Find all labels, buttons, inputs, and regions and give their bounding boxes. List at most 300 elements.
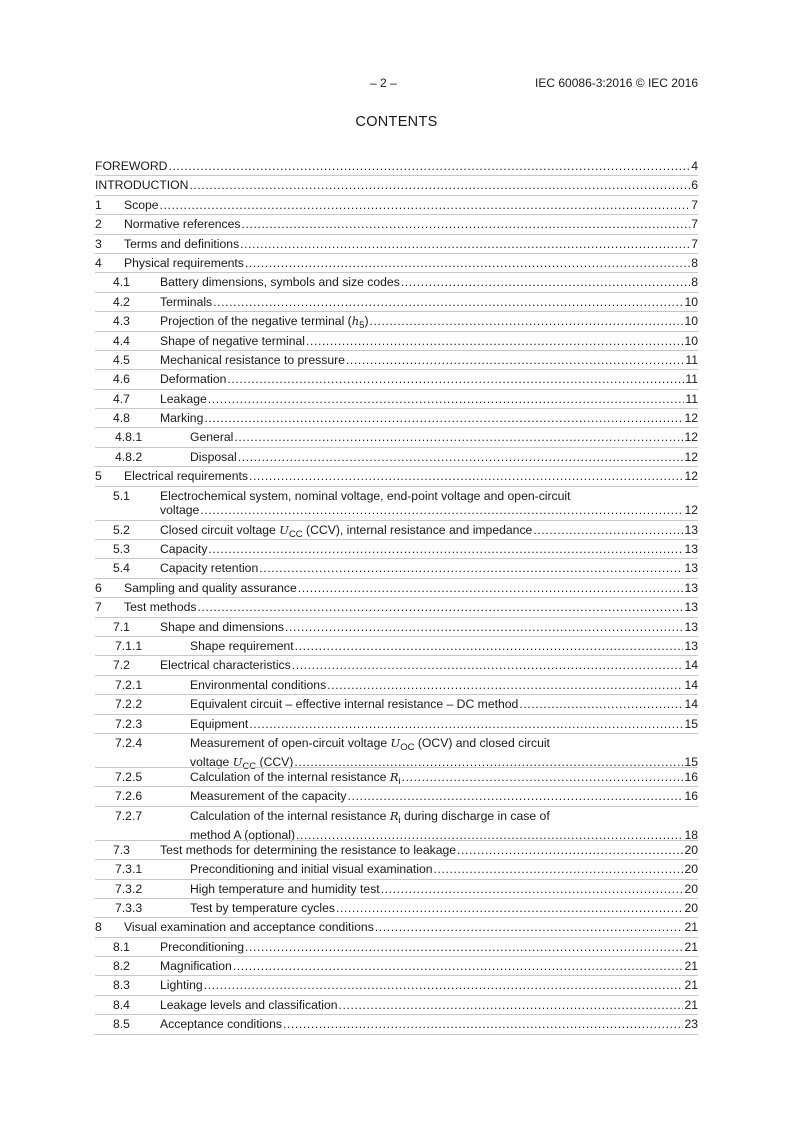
dot-leader bbox=[160, 198, 691, 212]
toc-entry-text bbox=[160, 372, 698, 386]
toc-entry[interactable] bbox=[95, 256, 698, 275]
toc-entry-number: 7.3 bbox=[113, 842, 130, 857]
toc-entry-title bbox=[190, 789, 347, 803]
title-text: Preconditioning bbox=[160, 939, 245, 954]
symbol-letter: U bbox=[390, 735, 401, 750]
title-text: Acceptance conditions bbox=[160, 1017, 282, 1032]
symbol-subscript: CC bbox=[242, 760, 257, 772]
toc-entry-number: 7.2.5 bbox=[115, 769, 143, 784]
dot-leader bbox=[296, 828, 683, 842]
toc-entry-number: 8 bbox=[95, 920, 102, 935]
toc-entry-text bbox=[160, 561, 698, 575]
title-after: (CCV), internal resistance and impedance bbox=[302, 522, 533, 537]
toc-entry-first-line bbox=[190, 736, 698, 755]
toc-page-number: 12 bbox=[684, 430, 698, 445]
symbol-letter: U bbox=[279, 522, 289, 537]
toc-entry-first-line bbox=[190, 809, 698, 828]
toc-entry[interactable] bbox=[95, 620, 698, 639]
toc-page-number: 6 bbox=[691, 178, 698, 193]
toc-entry[interactable] bbox=[95, 178, 698, 197]
title-text: Closed circuit voltage bbox=[160, 522, 280, 537]
toc-page-number: 12 bbox=[684, 411, 698, 426]
toc-entry-number: 1 bbox=[95, 197, 102, 212]
title-text: Battery dimensions, symbols and size codes bbox=[160, 275, 400, 290]
dot-leader bbox=[519, 697, 683, 711]
toc-page-number: 20 bbox=[684, 842, 698, 857]
toc-entry-number: 4.2 bbox=[113, 294, 130, 309]
toc-entry-number: 4.8 bbox=[113, 411, 130, 426]
toc-entry-number: 4.3 bbox=[113, 314, 130, 329]
toc-entry-text bbox=[190, 450, 698, 464]
toc-page-number: 10 bbox=[684, 314, 698, 329]
toc-entry-title bbox=[160, 392, 207, 406]
toc-entry-number: 7 bbox=[95, 600, 102, 615]
toc-entry-title bbox=[124, 469, 248, 483]
dot-leader bbox=[249, 717, 683, 731]
title-text: High temperature and humidity test bbox=[190, 881, 380, 896]
title-text: Electrical characteristics bbox=[160, 658, 291, 673]
toc-page-number: 18 bbox=[684, 827, 698, 842]
toc-entry-text bbox=[190, 809, 698, 842]
toc-entry-number: 7.1 bbox=[113, 619, 130, 634]
title-text: Measurement of the capacity bbox=[190, 789, 347, 804]
toc-entry-title bbox=[124, 256, 244, 270]
toc-entry-text bbox=[160, 843, 698, 857]
toc-entry[interactable] bbox=[95, 237, 698, 256]
toc-entry-title bbox=[160, 295, 212, 309]
toc-page-number: 4 bbox=[691, 159, 698, 173]
toc-entry-title bbox=[160, 561, 258, 575]
toc-entry-text bbox=[160, 411, 698, 425]
math-symbol bbox=[390, 735, 415, 753]
toc-entry-title bbox=[190, 639, 294, 653]
title-text: Test by temperature cycles bbox=[190, 900, 335, 915]
dot-leader bbox=[457, 843, 683, 857]
toc-entry[interactable] bbox=[95, 920, 698, 939]
toc-entry-text bbox=[124, 469, 698, 483]
toc-entry[interactable] bbox=[95, 736, 698, 770]
toc-entry-text bbox=[160, 620, 698, 634]
toc-entry-title bbox=[160, 843, 456, 857]
dot-leader bbox=[346, 353, 684, 367]
toc-entry-title bbox=[160, 372, 226, 386]
toc-entry[interactable] bbox=[95, 159, 698, 178]
toc-entry-text bbox=[124, 256, 698, 270]
symbol-subscript: CC bbox=[288, 528, 303, 540]
title-text: Leakage bbox=[160, 391, 207, 406]
toc-entry-text bbox=[124, 600, 698, 614]
math-symbol bbox=[351, 314, 365, 332]
toc-entry-text bbox=[160, 392, 698, 406]
dot-leader bbox=[240, 237, 690, 251]
toc-entry-number: 7.3.1 bbox=[115, 862, 143, 877]
contents-title: CONTENTS bbox=[355, 114, 438, 130]
toc-entry[interactable] bbox=[95, 1017, 698, 1036]
dot-leader bbox=[381, 882, 684, 896]
toc-page-number: 21 bbox=[684, 939, 698, 954]
toc-entry-title bbox=[190, 450, 237, 464]
toc-page-number: 16 bbox=[684, 789, 698, 804]
dot-leader bbox=[242, 217, 691, 231]
toc-entry-number: 5.3 bbox=[113, 542, 130, 557]
toc-entry[interactable] bbox=[95, 295, 698, 314]
toc-page-number: 20 bbox=[684, 862, 698, 877]
toc-entry-text bbox=[124, 920, 698, 934]
title-text: Environmental conditions bbox=[190, 677, 327, 692]
toc-entry[interactable] bbox=[95, 882, 698, 901]
toc-page-number: 11 bbox=[685, 372, 698, 387]
toc-entry[interactable] bbox=[95, 581, 698, 600]
toc-entry[interactable] bbox=[95, 198, 698, 217]
toc-entry-title bbox=[190, 862, 433, 876]
title-text: Marking bbox=[160, 411, 204, 426]
title-text: General bbox=[190, 430, 234, 445]
toc-entry[interactable] bbox=[95, 658, 698, 677]
toc-entry-number: 5.4 bbox=[113, 561, 130, 576]
dot-leader bbox=[434, 862, 684, 876]
dot-leader bbox=[238, 450, 684, 464]
toc-entry-title bbox=[124, 920, 374, 934]
symbol-subscript: i bbox=[398, 814, 401, 826]
toc-entry-number: 5 bbox=[95, 469, 102, 484]
toc-page-number: 23 bbox=[684, 1017, 698, 1032]
title-text: Equipment bbox=[190, 716, 249, 731]
toc-entry[interactable] bbox=[95, 450, 698, 469]
toc-entry-text bbox=[190, 430, 698, 444]
title-text: Test methods bbox=[124, 600, 197, 615]
toc-page-number: 11 bbox=[685, 352, 698, 367]
toc-entry-text bbox=[95, 178, 698, 192]
toc-entry-title bbox=[160, 411, 203, 425]
toc-page-number: 20 bbox=[684, 881, 698, 896]
toc-entry-title bbox=[160, 998, 338, 1012]
toc-entry[interactable] bbox=[95, 809, 698, 843]
title-after: (CCV) bbox=[256, 754, 294, 769]
toc-entry[interactable] bbox=[95, 998, 698, 1017]
toc-entry-number: 7.2 bbox=[113, 658, 130, 673]
title-text: Deformation bbox=[160, 372, 227, 387]
toc-page-number: 8 bbox=[691, 255, 698, 270]
toc-entry-number: 2 bbox=[95, 217, 102, 232]
dot-leader bbox=[375, 920, 684, 934]
toc-entry-text bbox=[160, 998, 698, 1012]
toc-page-number: 12 bbox=[684, 449, 698, 464]
math-symbol bbox=[232, 754, 257, 772]
dot-leader bbox=[245, 940, 683, 954]
toc-page-number: 10 bbox=[684, 333, 698, 348]
toc-entry-number: 7.3.2 bbox=[115, 881, 143, 896]
title-after: ) bbox=[364, 314, 369, 329]
toc-entry-number: 6 bbox=[95, 580, 102, 595]
toc-entry-number: 8.1 bbox=[113, 939, 130, 954]
toc-entry-title bbox=[190, 430, 233, 444]
toc-entry-number: 3 bbox=[95, 236, 102, 251]
toc-entry-number: 4.7 bbox=[113, 391, 130, 406]
toc-entry-title bbox=[124, 217, 241, 231]
title-text: Shape of negative terminal bbox=[160, 333, 305, 348]
toc-entry[interactable] bbox=[95, 862, 698, 881]
toc-page-number: 15 bbox=[684, 754, 698, 769]
toc-entry-text bbox=[190, 789, 698, 803]
standard-id: IEC 60086-3:2016 © IEC 2016 bbox=[535, 76, 698, 90]
dot-leader bbox=[168, 159, 690, 173]
toc-entry-title bbox=[124, 600, 196, 614]
toc-page-number: 7 bbox=[691, 197, 698, 212]
toc-entry[interactable] bbox=[95, 217, 698, 236]
toc-entry-title bbox=[160, 523, 532, 542]
toc-entry-first-line bbox=[160, 489, 698, 503]
toc-entry-number: 4.8.2 bbox=[115, 449, 143, 464]
toc-page-number: 14 bbox=[684, 677, 698, 692]
title-text: Shape requirement bbox=[190, 638, 294, 653]
toc-page-number: 13 bbox=[684, 619, 698, 634]
dot-leader bbox=[339, 998, 684, 1012]
dot-leader bbox=[200, 503, 683, 517]
toc-page-number: 7 bbox=[691, 236, 698, 251]
dot-leader bbox=[227, 372, 684, 386]
title-text: Sampling and quality assurance bbox=[124, 580, 297, 595]
toc-entry-title bbox=[160, 503, 199, 517]
toc-entry-title bbox=[95, 159, 167, 173]
toc-entry-text bbox=[160, 959, 698, 973]
dot-leader bbox=[208, 392, 685, 406]
toc-entry-number: 7.2.3 bbox=[115, 716, 143, 731]
title-text: Preconditioning and initial visual examination bbox=[190, 862, 433, 877]
dot-leader bbox=[292, 658, 684, 672]
toc-entry-title bbox=[190, 828, 295, 842]
dot-leader bbox=[295, 639, 684, 653]
toc-entry-title bbox=[190, 717, 248, 731]
toc-entry-text bbox=[95, 159, 698, 173]
toc-entry-text bbox=[160, 523, 698, 542]
toc-entry-number: 4.1 bbox=[113, 275, 130, 290]
toc-entry-title bbox=[160, 314, 369, 333]
title-text: voltage bbox=[190, 754, 233, 769]
dot-leader bbox=[401, 275, 690, 289]
symbol-subscript: OC bbox=[400, 741, 415, 753]
symbol-letter: R bbox=[389, 808, 399, 823]
dot-leader bbox=[336, 901, 683, 915]
toc-entry-title bbox=[160, 620, 284, 634]
toc-page-number: 21 bbox=[684, 978, 698, 993]
title-text: method A (optional) bbox=[190, 827, 296, 842]
toc-entry-text bbox=[124, 198, 698, 212]
toc-entry-title bbox=[124, 198, 159, 212]
toc-entry[interactable] bbox=[95, 430, 698, 449]
toc-entry-text bbox=[190, 717, 698, 731]
toc-page-number: 14 bbox=[684, 697, 698, 712]
toc-page-number: 21 bbox=[684, 920, 698, 935]
toc-entry-title bbox=[160, 353, 345, 367]
dot-leader bbox=[402, 770, 684, 784]
toc-entry-title bbox=[160, 334, 305, 348]
title-text: Mechanical resistance to pressure bbox=[160, 352, 345, 367]
title-text: INTRODUCTION bbox=[95, 178, 189, 193]
toc-entry-number: 7.2.2 bbox=[115, 697, 143, 712]
toc-entry[interactable] bbox=[95, 940, 698, 959]
toc-entry[interactable] bbox=[95, 978, 698, 997]
toc-entry-text bbox=[190, 697, 698, 711]
toc-entry-number: 8.4 bbox=[113, 997, 130, 1012]
toc-entry-text bbox=[160, 542, 698, 556]
toc-entry-text bbox=[190, 901, 698, 915]
symbol-letter: h bbox=[351, 314, 360, 329]
first-line-text: Calculation of the internal resistance bbox=[190, 808, 387, 823]
toc-entry-number: 4 bbox=[95, 255, 102, 270]
toc-page-number: 21 bbox=[684, 997, 698, 1012]
title-text: Terms and definitions bbox=[124, 236, 240, 251]
toc-page-number: 13 bbox=[684, 600, 698, 615]
toc-entry[interactable] bbox=[95, 542, 698, 561]
toc-page-number: 8 bbox=[691, 275, 698, 290]
toc-entry-number: 8.2 bbox=[113, 959, 130, 974]
toc-entry-text bbox=[160, 334, 698, 348]
math-symbol bbox=[389, 808, 401, 826]
toc-entry-title bbox=[160, 542, 207, 556]
toc-entry[interactable] bbox=[95, 489, 698, 523]
title-text: Physical requirements bbox=[124, 255, 244, 270]
toc-entry-title bbox=[95, 178, 188, 192]
math-symbol bbox=[389, 769, 401, 787]
toc-entry-title bbox=[160, 978, 203, 992]
toc-entry[interactable] bbox=[95, 901, 698, 920]
toc-page-number: 13 bbox=[684, 638, 698, 653]
title-text: Electrical requirements bbox=[124, 469, 248, 484]
dot-leader bbox=[283, 1017, 683, 1031]
toc-page-number: 16 bbox=[684, 769, 698, 784]
dot-leader bbox=[533, 523, 683, 537]
toc-entry[interactable] bbox=[95, 959, 698, 978]
toc-entry-text bbox=[160, 353, 698, 367]
dot-leader bbox=[213, 295, 683, 309]
toc-page-number: 15 bbox=[684, 716, 698, 731]
dot-leader bbox=[204, 411, 683, 425]
dot-leader bbox=[294, 755, 683, 769]
toc-entry[interactable] bbox=[95, 411, 698, 430]
dot-leader bbox=[197, 600, 683, 614]
toc-entry-text bbox=[124, 217, 698, 231]
toc-entry-text bbox=[124, 237, 698, 251]
toc-page-number: 13 bbox=[684, 542, 698, 557]
first-line-text: Measurement of open-circuit voltage bbox=[190, 735, 388, 750]
toc-entry-number: 7.2.4 bbox=[115, 735, 143, 750]
title-text: Calculation of the internal resistance bbox=[190, 769, 390, 784]
toc-entry[interactable] bbox=[95, 639, 698, 658]
toc-page-number: 12 bbox=[684, 502, 698, 517]
title-text: Lighting bbox=[160, 978, 203, 993]
toc-entry[interactable] bbox=[95, 600, 698, 619]
toc-entry[interactable] bbox=[95, 334, 698, 353]
toc-entry-text bbox=[160, 978, 698, 992]
first-line-text: Electrochemical system, nominal voltage, end-point voltage and open-circuit bbox=[160, 488, 571, 503]
toc-entry[interactable] bbox=[95, 523, 698, 542]
title-text: Magnification bbox=[160, 959, 232, 974]
title-text: Shape and dimensions bbox=[160, 619, 284, 634]
toc-entry-number: 5.2 bbox=[113, 522, 130, 537]
toc-entry[interactable] bbox=[95, 275, 698, 294]
dot-leader bbox=[245, 256, 690, 270]
toc-entry-title bbox=[190, 770, 401, 789]
toc-entry-title bbox=[160, 940, 244, 954]
toc-entry-number: 7.2.7 bbox=[115, 808, 143, 823]
first-line-after: (OCV) and closed circuit bbox=[414, 735, 550, 750]
dot-leader bbox=[327, 678, 683, 692]
toc-page-number: 13 bbox=[684, 522, 698, 537]
title-text: Projection of the negative terminal ( bbox=[160, 314, 352, 329]
toc-page-number: 11 bbox=[685, 391, 698, 406]
toc-entry-title bbox=[190, 678, 326, 692]
title-text: Capacity bbox=[160, 542, 208, 557]
dot-leader bbox=[234, 430, 683, 444]
toc-entry-number: 4.4 bbox=[113, 333, 130, 348]
toc-page-number: 13 bbox=[684, 561, 698, 576]
dot-leader bbox=[249, 469, 683, 483]
toc-entry[interactable] bbox=[95, 717, 698, 736]
toc-entry-title bbox=[160, 959, 232, 973]
toc-entry-title bbox=[190, 882, 380, 896]
dot-leader bbox=[298, 581, 684, 595]
toc-entry-title bbox=[160, 658, 291, 672]
dot-leader bbox=[259, 561, 683, 575]
title-text: Scope bbox=[124, 197, 159, 212]
toc-entry-number: 7.3.3 bbox=[115, 900, 143, 915]
toc-entry[interactable] bbox=[95, 469, 698, 488]
toc-entry-number: 4.8.1 bbox=[115, 430, 143, 445]
toc-entry-text bbox=[160, 295, 698, 309]
first-line-after: during discharge in case of bbox=[400, 808, 550, 823]
toc-entry-number: 8.3 bbox=[113, 978, 130, 993]
toc-entry-title bbox=[124, 581, 297, 595]
toc-entry-title bbox=[160, 1017, 282, 1031]
toc-entry[interactable] bbox=[95, 697, 698, 716]
toc-entry-text bbox=[160, 940, 698, 954]
toc-entry[interactable] bbox=[95, 314, 698, 333]
toc-entry-text bbox=[190, 639, 698, 653]
title-text: Test methods for determining the resistance to leakage bbox=[160, 842, 457, 857]
toc-entry-number: 4.5 bbox=[113, 352, 130, 367]
toc-entry[interactable] bbox=[95, 843, 698, 862]
toc-entry[interactable] bbox=[95, 561, 698, 580]
toc-entry-text bbox=[160, 314, 698, 333]
title-text: Visual examination and acceptance conditions bbox=[124, 920, 374, 935]
dot-leader bbox=[204, 978, 684, 992]
title-text: Leakage levels and classification bbox=[160, 997, 338, 1012]
toc-entry-number: 8.5 bbox=[113, 1017, 130, 1032]
toc-entry[interactable] bbox=[95, 372, 698, 391]
toc-entry-text bbox=[190, 678, 698, 692]
title-text: Terminals bbox=[160, 294, 213, 309]
toc-page-number: 20 bbox=[684, 900, 698, 915]
math-symbol bbox=[279, 522, 303, 540]
title-text: Disposal bbox=[190, 449, 237, 464]
toc-entry[interactable] bbox=[95, 789, 698, 808]
toc-entry-text bbox=[190, 862, 698, 876]
toc-entry[interactable] bbox=[95, 392, 698, 411]
symbol-letter: U bbox=[232, 754, 243, 769]
toc-entry[interactable] bbox=[95, 353, 698, 372]
title-text: Normative references bbox=[124, 217, 241, 232]
toc-entry-text bbox=[190, 882, 698, 896]
toc-entry[interactable] bbox=[95, 770, 698, 789]
dot-leader bbox=[189, 178, 690, 192]
toc-page-number: 21 bbox=[684, 959, 698, 974]
dot-leader bbox=[208, 542, 683, 556]
toc-entry-text bbox=[190, 770, 698, 789]
page-header bbox=[0, 76, 793, 92]
toc-entry-text bbox=[160, 489, 698, 517]
toc-entry-number: 7.1.1 bbox=[115, 638, 143, 653]
toc-entry[interactable] bbox=[95, 678, 698, 697]
